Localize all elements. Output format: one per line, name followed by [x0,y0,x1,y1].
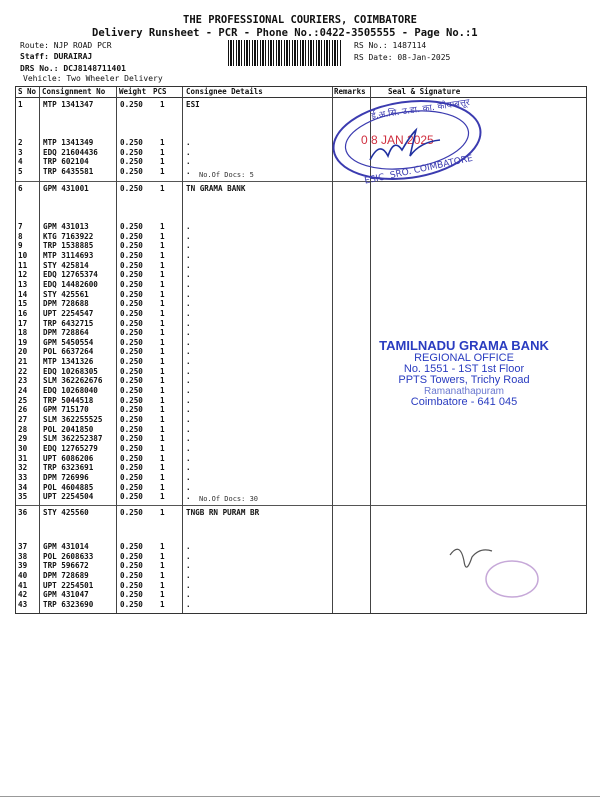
row-consignment-no: DPM 728689 [43,570,89,580]
row-consignee: . [186,453,191,463]
row-consignment-no: TRP 6432715 [43,318,94,328]
row-consignee: . [186,443,191,453]
row-consignment-no: DPM 728864 [43,328,89,338]
footer-rule [0,796,600,797]
row-pcs: 1 [160,347,165,357]
col-sno: S No [18,87,37,96]
row-pcs: 1 [160,184,165,193]
row-consignment-no: POL 6637264 [43,347,94,357]
row-consignee: TNGB RN PURAM BR [186,508,260,517]
row-consignment-no: POL 4604885 [43,482,94,492]
row-pcs: 1 [160,308,165,318]
row-pcs: 1 [160,222,165,231]
row-consignment-no: UPT 6086206 [43,453,94,463]
row-pcs: 1 [160,434,165,444]
row-sno: 9 [18,241,23,251]
row-sno: 8 [18,231,23,241]
post-office-stamp [325,92,505,188]
row-consignment-no: TRP 596672 [43,561,89,571]
row-pcs: 1 [160,590,165,600]
table-row [16,261,586,271]
row-consignee: . [186,250,191,260]
row-consignee: . [186,147,191,157]
row-consignment-no: EDQ 10268305 [43,366,98,376]
row-consignee: . [186,395,191,405]
row-consignment-no: TRP 6323690 [43,599,94,609]
row-pcs: 1 [160,482,165,492]
row-sno: 31 [18,453,28,463]
col-consignee: Consignee Details [186,87,263,96]
row-consignment-no: EDQ 21604436 [43,147,98,157]
row-consignment-no: UPT 2254547 [43,308,94,318]
row-consignee: . [186,157,191,167]
row-consignment-no: UPT 2254501 [43,580,94,590]
row-pcs: 1 [160,580,165,590]
row-weight: 0.250 [120,561,143,571]
row-pcs: 1 [160,453,165,463]
row-weight: 0.250 [120,551,143,561]
row-pcs: 1 [160,551,165,561]
rs-number: RS No.: 1487114 [354,41,427,50]
row-sno: 20 [18,347,28,357]
row-consignee: . [186,308,191,318]
vehicle: Vehicle: Two Wheeler Delivery [23,74,163,83]
row-sno: 26 [18,405,28,415]
row-consignment-no: SLM 362252387 [43,434,103,444]
row-pcs: 1 [160,424,165,434]
table-row [16,463,586,473]
row-consignment-no: TRP 6435581 [43,166,94,176]
row-pcs: 1 [160,231,165,241]
table-row [16,444,586,454]
row-weight: 0.250 [120,366,143,376]
row-sno: 27 [18,415,28,424]
row-weight: 0.250 [120,308,143,318]
stamp-date: 0 8 JAN 2025 [361,133,434,147]
company-title: THE PROFESSIONAL COURIERS, COIMBATORE [183,14,417,26]
row-consignee: . [186,599,191,609]
row-weight: 0.250 [120,270,143,280]
row-pcs: 1 [160,279,165,289]
row-consignment-no: MTP 1341349 [43,138,94,147]
row-consignee: . [186,357,191,367]
row-pcs: 1 [160,599,165,609]
row-pcs: 1 [160,138,165,147]
row-consignment-no: SLM 362262676 [43,376,103,386]
row-sno: 18 [18,328,28,338]
row-weight: 0.250 [120,231,143,241]
table-row [16,241,586,251]
row-weight: 0.250 [120,376,143,386]
row-consignee: . [186,318,191,328]
row-consignment-no: EDQ 12765279 [43,443,98,453]
table-row [16,309,586,319]
row-pcs: 1 [160,289,165,299]
row-consignment-no: MTP 1341326 [43,357,94,367]
row-pcs: 1 [160,270,165,280]
table-row [16,434,586,444]
row-sno: 43 [18,599,28,609]
row-consignee: . [186,472,191,482]
table-row [16,473,586,483]
row-weight: 0.250 [120,100,143,109]
row-weight: 0.250 [120,386,143,396]
row-pcs: 1 [160,366,165,376]
row-weight: 0.250 [120,147,143,157]
row-consignee: . [186,415,191,424]
row-sno: 14 [18,289,28,299]
row-consignee: . [186,405,191,415]
row-sno: 38 [18,551,28,561]
row-consignment-no: EDQ 12765374 [43,270,98,280]
row-sno: 15 [18,299,28,309]
row-consignee: . [186,241,191,251]
row-sno: 16 [18,308,28,318]
row-sno: 11 [18,260,28,270]
row-pcs: 1 [160,386,165,396]
row-consignment-no: STY 425561 [43,289,89,299]
row-weight: 0.250 [120,357,143,367]
col-weight: Weight [119,87,147,96]
row-consignee: . [186,279,191,289]
row-consignee: . [186,222,191,231]
row-consignee: . [186,542,191,551]
row-pcs: 1 [160,157,165,167]
row-sno: 4 [18,157,23,167]
row-consignee: . [186,270,191,280]
row-sno: 39 [18,561,28,571]
row-consignment-no: POL 2041850 [43,424,94,434]
row-consignee: . [186,424,191,434]
row-weight: 0.250 [120,599,143,609]
row-weight: 0.250 [120,482,143,492]
row-weight: 0.250 [120,463,143,473]
row-weight: 0.250 [120,222,143,231]
row-pcs: 1 [160,376,165,386]
row-sno: 40 [18,570,28,580]
row-consignee: . [186,482,191,492]
row-consignee: . [186,463,191,473]
row-weight: 0.250 [120,279,143,289]
row-weight: 0.250 [120,395,143,405]
row-pcs: 1 [160,492,165,502]
stamp-top-text: ई.अ.सि. उ.डा. का. कोयम्बत्तूर [370,97,471,122]
row-weight: 0.250 [120,289,143,299]
row-sno: 6 [18,184,23,193]
row-pcs: 1 [160,472,165,482]
row-weight: 0.250 [120,347,143,357]
row-sno: 22 [18,366,28,376]
row-weight: 0.250 [120,472,143,482]
row-consignee: . [186,561,191,571]
row-pcs: 1 [160,357,165,367]
table-row [16,492,586,502]
row-consignment-no: MTP 1341347 [43,100,94,109]
row-sno: 19 [18,337,28,347]
row-pcs: 1 [160,328,165,338]
row-sno: 41 [18,580,28,590]
row-weight: 0.250 [120,138,143,147]
row-consignee: . [186,492,191,502]
row-pcs: 1 [160,508,165,517]
row-sno: 37 [18,542,28,551]
table-row [16,290,586,300]
row-sno: 35 [18,492,28,502]
table-row [16,454,586,464]
row-weight: 0.250 [120,328,143,338]
row-weight: 0.250 [120,241,143,251]
row-consignee: . [186,386,191,396]
row-pcs: 1 [160,415,165,424]
row-sno: 36 [18,508,28,517]
row-weight: 0.250 [120,492,143,502]
row-weight: 0.250 [120,260,143,270]
table-row [16,483,586,493]
row-pcs: 1 [160,147,165,157]
row-sno: 1 [18,100,23,109]
row-weight: 0.250 [120,424,143,434]
row-sno: 24 [18,386,28,396]
row-weight: 0.250 [120,580,143,590]
row-weight: 0.250 [120,434,143,444]
row-consignment-no: EDQ 14482600 [43,279,98,289]
row-sno: 12 [18,270,28,280]
row-pcs: 1 [160,337,165,347]
row-sno: 17 [18,318,28,328]
row-consignee: . [186,570,191,580]
table-row [16,222,586,232]
row-pcs: 1 [160,542,165,551]
row-sno: 7 [18,222,23,231]
row-consignment-no: DPM 726996 [43,472,89,482]
row-weight: 0.250 [120,299,143,309]
row-pcs: 1 [160,570,165,580]
row-weight: 0.250 [120,453,143,463]
row-sno: 5 [18,166,23,176]
row-consignment-no: DPM 728688 [43,299,89,309]
table-row [16,270,586,280]
row-sno: 32 [18,463,28,473]
row-pcs: 1 [160,166,165,176]
row-consignment-no: GPM 431047 [43,590,89,600]
row-consignee: . [186,289,191,299]
row-sno: 42 [18,590,28,600]
table-row [16,508,586,518]
row-consignee: . [186,347,191,357]
row-consignee: ESI [186,100,200,109]
row-consignee: . [186,166,191,176]
rs-date: RS Date: 08-Jan-2025 [354,53,451,62]
row-consignee: . [186,337,191,347]
row-pcs: 1 [160,443,165,453]
row-pcs: 1 [160,299,165,309]
barcode [228,40,341,66]
row-weight: 0.250 [120,318,143,328]
route: Route: NJP ROAD PCR [20,41,112,50]
row-consignee: . [186,580,191,590]
row-sno: 29 [18,434,28,444]
row-weight: 0.250 [120,337,143,347]
table-row [16,299,586,309]
row-pcs: 1 [160,241,165,251]
row-pcs: 1 [160,250,165,260]
row-consignment-no: STY 425560 [43,508,89,517]
docs-count: No.Of Docs: 5 [199,171,254,179]
row-sno: 10 [18,250,28,260]
table-row [16,425,586,435]
row-sno: 2 [18,138,23,147]
row-pcs: 1 [160,405,165,415]
staff: Staff: DURAIRAJ [20,52,93,61]
bank-stamp: TAMILNADU GRAMA BANK REGIONAL OFFICE No. 1551 - 1ST 1st Floor PPTS Towers, Trichy Road Ramanathapuram Coimbatore - 641 045 [379,338,549,408]
row-consignment-no: GPM 5450554 [43,337,94,347]
row-pcs: 1 [160,260,165,270]
row-pcs: 1 [160,395,165,405]
row-consignment-no: TRP 6323691 [43,463,94,473]
row-weight: 0.250 [120,166,143,176]
row-consignee: . [186,328,191,338]
row-weight: 0.250 [120,570,143,580]
row-weight: 0.250 [120,250,143,260]
row-consignment-no: STY 425814 [43,260,89,270]
row-weight: 0.250 [120,590,143,600]
row-consignee: . [186,231,191,241]
row-consignment-no: TRP 5044518 [43,395,94,405]
row-sno: 21 [18,357,28,367]
row-sno: 25 [18,395,28,405]
table-row [16,251,586,261]
row-sno: 3 [18,147,23,157]
row-consignee: . [186,366,191,376]
docs-count: No.Of Docs: 30 [199,495,259,503]
row-consignment-no: MTP 3114693 [43,250,94,260]
row-consignment-no: TRP 602104 [43,157,89,167]
signature-stamp [440,535,550,605]
col-consignment: Consignment No [42,87,106,96]
row-pcs: 1 [160,463,165,473]
col-pcs: PCS [153,87,167,96]
row-sno: 23 [18,376,28,386]
row-consignment-no: GPM 715170 [43,405,89,415]
row-weight: 0.250 [120,415,143,424]
col-remarks: Remarks [334,87,366,96]
table-row [16,232,586,242]
row-consignee: . [186,138,191,147]
runsheet-subtitle: Delivery Runsheet - PCR - Phone No.:0422-3505555 - Page No.:1 [92,27,478,39]
row-pcs: 1 [160,561,165,571]
row-weight: 0.250 [120,157,143,167]
drs-number: DRS No.: DCJ8148711401 [20,64,126,73]
row-consignee: . [186,551,191,561]
row-consignment-no: GPM 431014 [43,542,89,551]
row-consignment-no: POL 2608633 [43,551,94,561]
row-consignee: . [186,376,191,386]
row-sno: 30 [18,443,28,453]
col-seal: Seal & Signature [388,87,461,96]
row-consignee: . [186,434,191,444]
row-pcs: 1 [160,100,165,109]
row-consignment-no: GPM 431001 [43,184,89,193]
row-consignment-no: UPT 2254504 [43,492,94,502]
table-row [16,280,586,290]
row-consignee: . [186,260,191,270]
row-weight: 0.250 [120,542,143,551]
stamp-bottom-text: ESIC. SRO. COIMBATORE [363,153,474,187]
table-row [16,319,586,329]
row-weight: 0.250 [120,405,143,415]
row-consignment-no: GPM 431013 [43,222,89,231]
row-consignment-no: EDQ 10268040 [43,386,98,396]
row-sno: 34 [18,482,28,492]
row-weight: 0.250 [120,443,143,453]
row-consignee: . [186,590,191,600]
row-weight: 0.250 [120,508,143,517]
row-consignment-no: TRP 1538885 [43,241,94,251]
row-sno: 28 [18,424,28,434]
table-row [16,328,586,338]
row-sno: 33 [18,472,28,482]
row-consignment-no: KTG 7163922 [43,231,94,241]
row-weight: 0.250 [120,184,143,193]
table-row [16,415,586,425]
row-consignment-no: SLM 362255525 [43,415,103,424]
row-pcs: 1 [160,318,165,328]
row-consignee: . [186,299,191,309]
row-sno: 13 [18,279,28,289]
row-consignee: TN GRAMA BANK [186,184,246,193]
